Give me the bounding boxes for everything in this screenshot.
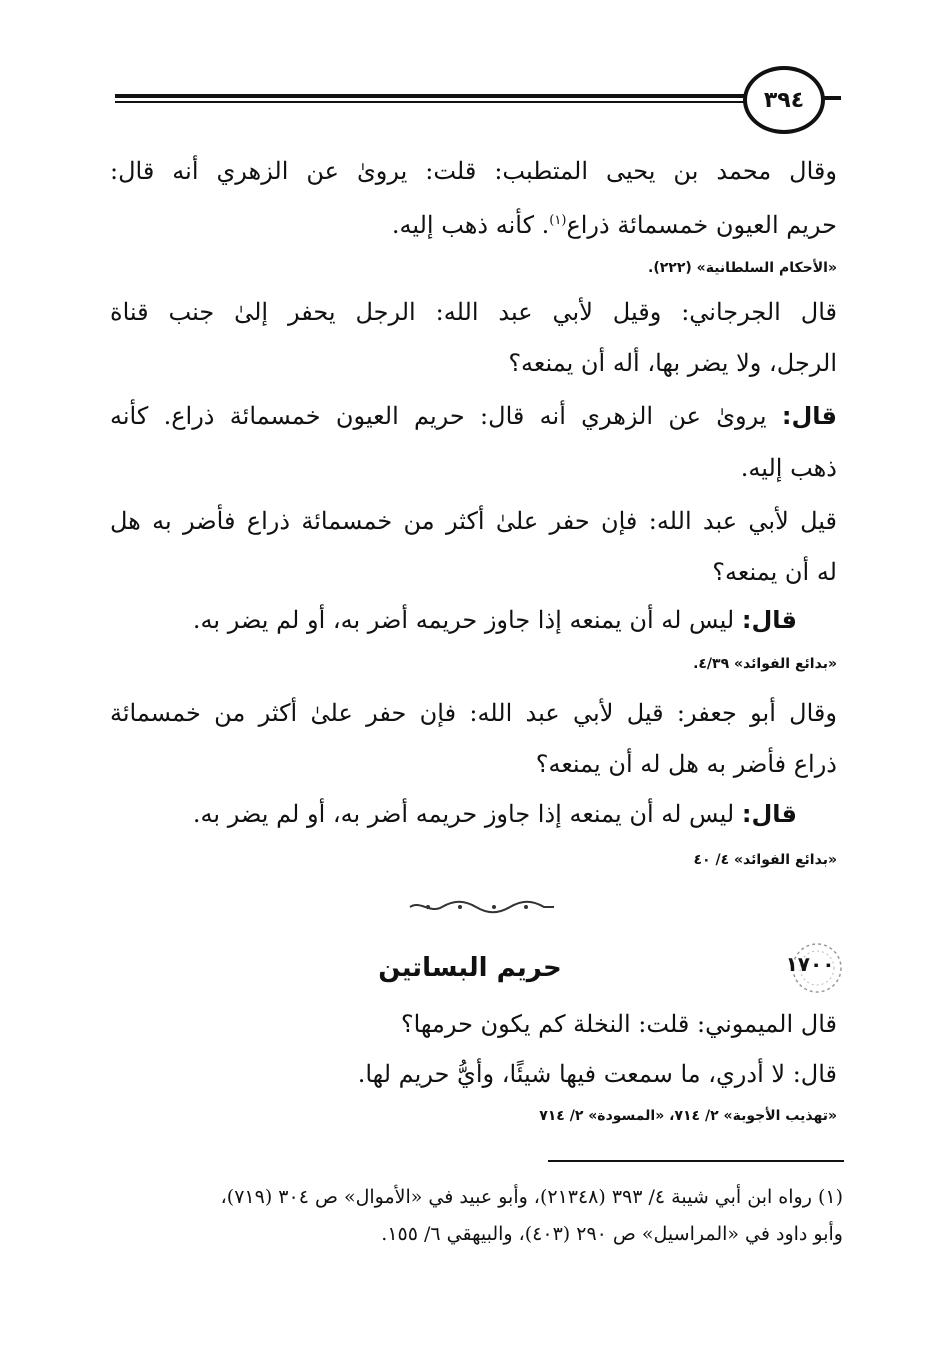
- qala-label: قال:: [741, 606, 797, 634]
- header-rule: [115, 94, 755, 98]
- text-line: قال الميموني: قلت: النخلة كم يكون حرمها؟: [400, 1010, 837, 1038]
- source-citation: «تهذيب الأجوبة» ٢/ ٧١٤، «المسودة» ٢/ ٧١٤: [539, 1108, 837, 1124]
- text-line: حريم العيون خمسمائة ذراع$^{(١)}$. كأنه ذهب إليه.: [391, 211, 837, 239]
- qala-label: قال:: [781, 402, 837, 430]
- text-line: قيل لأبي عبد الله: فإن حفر علىٰ أكثر من خمسمائة ذراع فأضر به هل: [110, 507, 837, 535]
- text-line: الرجل، ولا يضر بها، أله أن يمنعه؟: [508, 349, 837, 377]
- source-citation: «بدائع الفوائد» ٤/٣٩.: [693, 656, 837, 672]
- footnote-ref[interactable]: (١): [549, 213, 567, 228]
- text-line: قال: ليس له أن يمنعه إذا جاوز حريمه أضر به، أو لم يضر به.: [192, 606, 797, 634]
- footnote-marker: (١): [817, 1186, 843, 1208]
- footnote-line: (١) رواه ابن أبي شيبة ٤/ ٣٩٣ (٢١٣٤٨)، وأبو عبيد في «الأموال» ص ٣٠٤ (٧١٩)،: [220, 1186, 843, 1208]
- text-line: قال الجرجاني: وقيل لأبي عبد الله: الرجل يحفر إلىٰ جنب قناة: [110, 298, 837, 326]
- qala-label: قال:: [741, 800, 797, 828]
- source-citation: «الأحكام السلطانية» (٢٢٢).: [648, 260, 837, 276]
- footnote-rule: [548, 1160, 844, 1162]
- text-line: قال: يروىٰ عن الزهري أنه قال: حريم العيون خمسمائة ذراع. كأنه: [110, 402, 837, 430]
- text-line: قال: ليس له أن يمنعه إذا جاوز حريمه أضر به، أو لم يضر به.: [192, 800, 797, 828]
- page-number-badge: [743, 66, 825, 134]
- text-line: ذراع فأضر به هل له أن يمنعه؟: [535, 750, 837, 778]
- text-line: له أن يمنعه؟: [712, 558, 837, 586]
- text-line: قال: لا أدري، ما سمعت فيها شيئًا، وأيُّ حريم لها.: [357, 1060, 837, 1088]
- section-title: حريم البساتين: [378, 953, 562, 983]
- text-line: وقال محمد بن يحيى المتطبب: قلت: يروىٰ عن الزهري أنه قال:: [110, 157, 837, 185]
- page-number: ٣٩٤: [763, 87, 805, 113]
- text-line: وقال أبو جعفر: قيل لأبي عبد الله: فإن حفر علىٰ أكثر من خمسمائة: [110, 699, 837, 727]
- text-line: ذهب إليه.: [740, 454, 837, 482]
- footnote-line: وأبو داود في «المراسيل» ص ٢٩٠ (٤٠٣)، والبيهقي ٦/ ١٥٥.: [381, 1223, 843, 1245]
- section-number: ١٧٠٠: [785, 952, 835, 976]
- source-citation: «بدائع الفوائد» ٤/ ٤٠: [693, 852, 837, 868]
- ornament-divider: [408, 900, 556, 914]
- header-rule-thin: [115, 101, 755, 103]
